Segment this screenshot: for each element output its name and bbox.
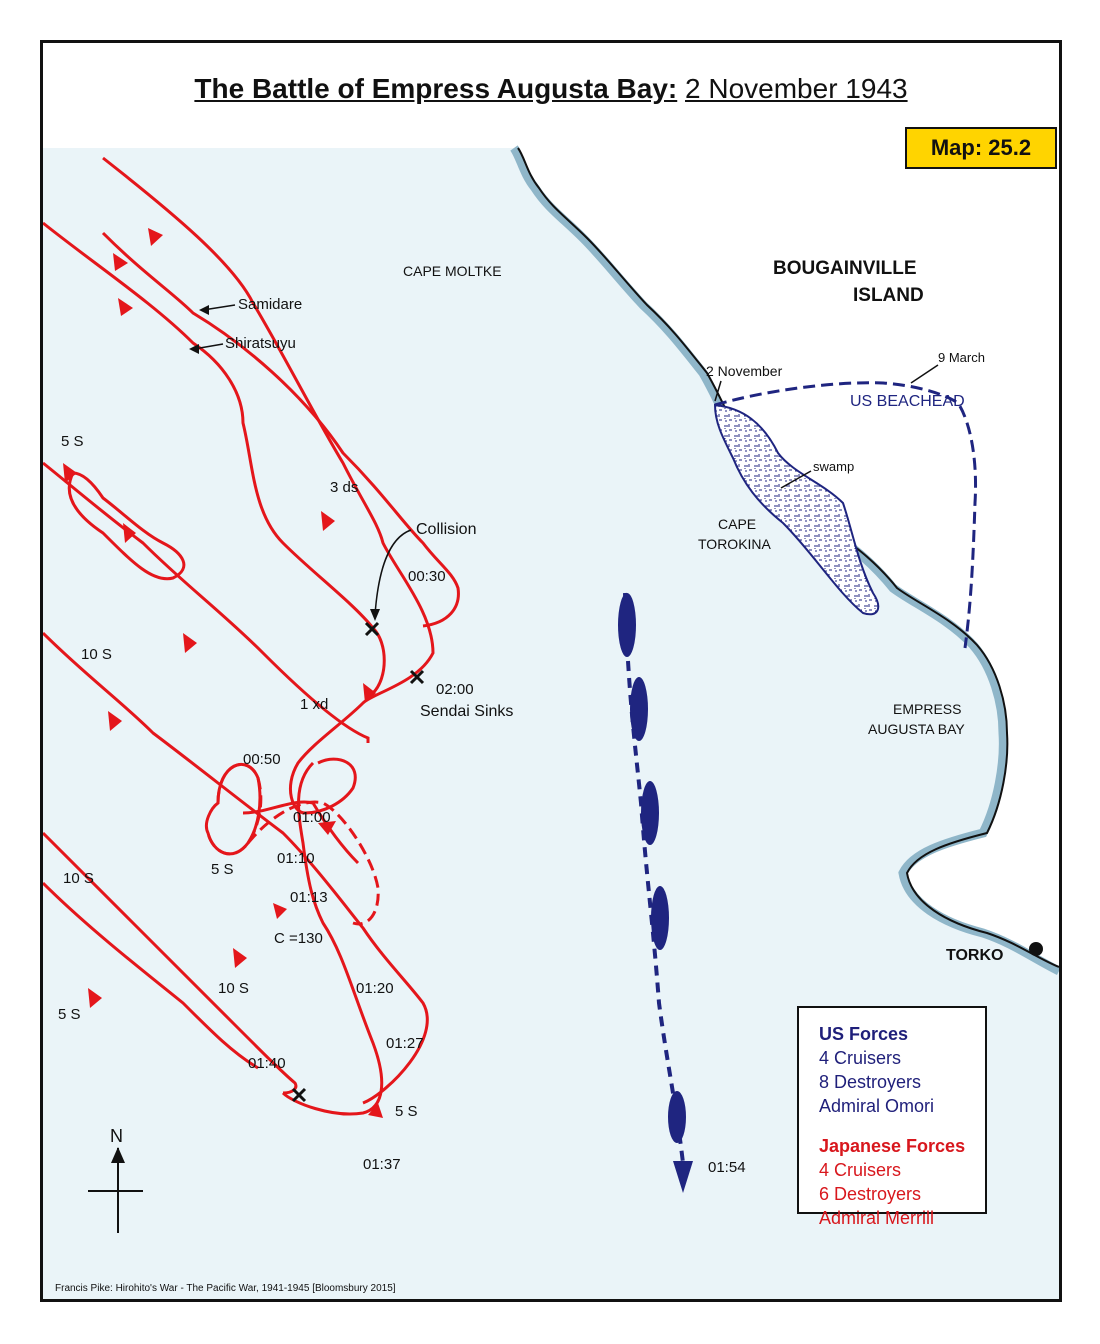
label-sendai-time: 02:00 — [436, 681, 474, 698]
label-collision: Collision — [416, 521, 477, 538]
label-swamp: swamp — [813, 459, 855, 474]
label-0140: 01:40 — [248, 1055, 286, 1072]
label-shiratsuyu: Shiratsuyu — [225, 335, 296, 352]
label-10s-a: 10 S — [81, 646, 112, 663]
legend-us-admiral: Admiral Omori — [819, 1096, 935, 1116]
label-cape-torokina-1: CAPE — [718, 516, 757, 532]
label-cape-torokina-2: TOROKINA — [698, 536, 771, 552]
legend-us-cruisers: 4 Cruisers — [819, 1048, 902, 1068]
legend-jp-destroyers: 6 Destroyers — [819, 1184, 922, 1204]
label-beachhead: US BEACHEAD — [850, 393, 965, 410]
label-island-2: ISLAND — [853, 285, 924, 306]
label-5s-a: 5 S — [61, 433, 84, 450]
torko-marker — [1029, 942, 1043, 956]
map-frame — [40, 40, 1062, 1302]
label-3ds: 3 ds — [330, 479, 359, 496]
label-island-1: BOUGAINVILLE — [773, 258, 917, 279]
credit-line: Francis Pike: Hirohito's War - The Pacific War, 1941-1945 [Bloomsbury 2015] — [55, 1283, 396, 1294]
legend-jp-cruisers: 4 Cruisers — [819, 1160, 902, 1180]
label-empress-1: EMPRESS — [893, 701, 962, 717]
label-empress-2: AUGUSTA BAY — [868, 721, 965, 737]
legend-jp-admiral: Admiral Merrill — [819, 1208, 935, 1228]
label-0137: 01:37 — [363, 1156, 401, 1173]
label-0127: 01:27 — [386, 1035, 424, 1052]
label-torko: TORKO — [946, 947, 1004, 964]
label-course: C =130 — [274, 930, 323, 947]
legend — [797, 1006, 987, 1228]
label-0100: 01:00 — [293, 809, 331, 826]
legend-us-header: US Forces — [819, 1024, 909, 1044]
label-5s-b: 5 S — [211, 861, 234, 878]
label-10s-b: 10 S — [63, 870, 94, 887]
title-bold: The Battle of Empress Augusta Bay: — [194, 73, 678, 104]
label-5s-d: 5 S — [395, 1103, 418, 1120]
label-0113: 01:13 — [290, 889, 328, 906]
label-10s-c: 10 S — [218, 980, 249, 997]
label-1xd: 1 xd — [300, 696, 329, 713]
compass-north-label: N — [110, 1126, 123, 1146]
title-date: 2 November 1943 — [685, 73, 908, 104]
label-5s-c: 5 S — [58, 1006, 81, 1023]
label-0110: 01:10 — [277, 850, 315, 867]
legend-jp-header: Japanese Forces — [819, 1136, 966, 1156]
label-samidare: Samidare — [238, 296, 303, 313]
label-0120: 01:20 — [356, 980, 394, 997]
label-0030: 00:30 — [408, 568, 446, 585]
map-title — [43, 73, 1059, 105]
legend-us-destroyers: 8 Destroyers — [819, 1072, 922, 1092]
map-number-badge: Map: 25.2 — [905, 127, 1057, 169]
label-0154: 01:54 — [708, 1159, 746, 1176]
label-2-november: 2 November — [706, 363, 783, 379]
label-cape-moltke: CAPE MOLTKE — [403, 263, 502, 279]
label-0050: 00:50 — [243, 751, 281, 768]
label-sendai: Sendai Sinks — [420, 703, 514, 720]
label-9-march: 9 March — [938, 350, 985, 365]
mar9-pointer — [911, 365, 938, 383]
